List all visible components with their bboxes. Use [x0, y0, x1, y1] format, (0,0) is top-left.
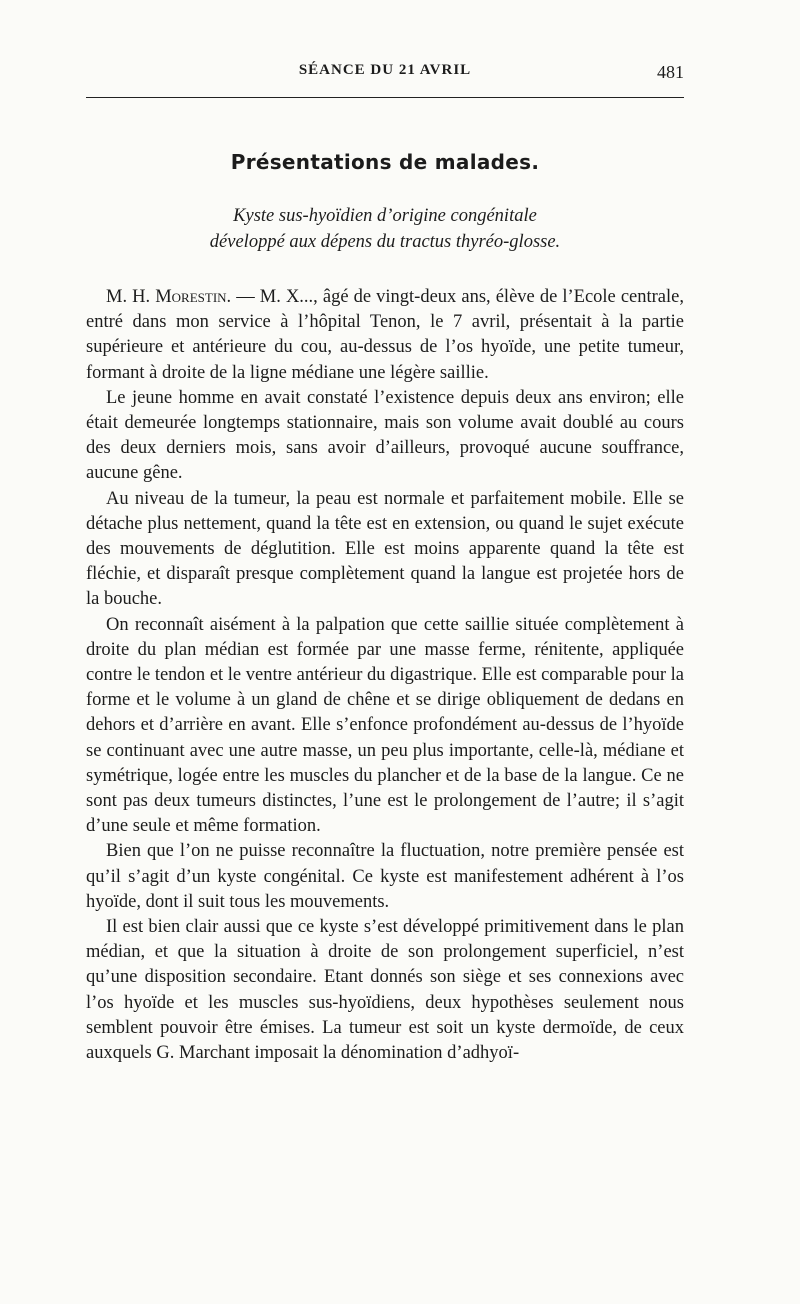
paragraph-3: Au niveau de la tumeur, la peau est normale et parfaitement mobile. Elle se détache plus nettement, quand la tête est en extension, ou quand le sujet exécute des mouvements de déglutition. Elle est moins apparente quand la tête est fléchie, et disparaît presque complètement quand la langue est projetée hors de la bouche. [86, 488, 684, 610]
running-title: SÉANCE DU 21 AVRIL [298, 62, 472, 78]
body-text [86, 285, 684, 1066]
subtitle-line-2: développé aux dépens du tractus thyréo-glosse. [209, 232, 561, 252]
author-name: M. H. Morestin. [106, 287, 232, 307]
header-rule [86, 97, 684, 98]
page-number: 481 [657, 62, 684, 82]
paragraph-1 [86, 285, 684, 386]
running-head [86, 62, 684, 86]
paragraph-2: Le jeune homme en avait constaté l’existence depuis deux ans environ; elle était demeurée longtemps stationnaire, mais son volume avait doublé au cours des deux derniers mois, sans avoir d’ailleurs, provoqué aucune souffrance, aucune gêne. [86, 387, 684, 484]
subtitle-line-1: Kyste sus-hyoïdien d’origine congénitale [233, 206, 537, 226]
paragraph-5: Bien que l’on ne puisse reconnaître la fluctuation, notre première pensée est qu’il s’agit d’un kyste congénital. Ce kyste est manifestement adhérent à l’os hyoïde, dont il suit tous les mouvements. [86, 841, 684, 912]
paragraph-1-text: — M. X..., âgé de vingt-deux ans, élève de l’Ecole centrale, entré dans mon service à l’hôpital Tenon, le 7 avril, présentait à la partie supérieure et antérieure du cou, au-dessus de l’os hyoïde, une petite tumeur, formant à droite de la ligne médiane une légère saillie. [86, 287, 684, 383]
article-subtitle [86, 203, 684, 255]
section-title: Présentations de malades. [230, 150, 540, 174]
paragraph-4: On reconnaît aisément à la palpation que cette saillie située complètement à droite du plan médian est formée par une masse ferme, rénitente, appliquée contre le tendon et le ventre antérieur du digastrique. Elle est comparable pour la forme et le volume à un gland de chêne et se dirige obliquement de dedans en dehors et d’arrière en avant. Elle s’enfonce profondément au-dessus de l’hyoïde se continuant avec une autre masse, un peu plus importante, celle-là, médiane et symétrique, logée entre les muscles du plancher et de la base de la langue. Ce ne sont pas deux tumeurs distinctes, l’une est le prolongement de l’autre; il s’agit d’une seule et même formation. [86, 614, 684, 837]
paragraph-6: Il est bien clair aussi que ce kyste s’est développé primitivement dans le plan médian, et que la situation à droite de son prolongement superficiel, n’est qu’une disposition secondaire. Etant donnés son siège et ses connexions avec l’os hyoïde et les muscles sus-hyoïdiens, deux hypothèses seulement nous semblent pouvoir être émises. La tumeur est soit un kyste dermoïde, de ceux auxquels G. Marchant imposait la dénomination d’adhyoï- [86, 917, 684, 1064]
